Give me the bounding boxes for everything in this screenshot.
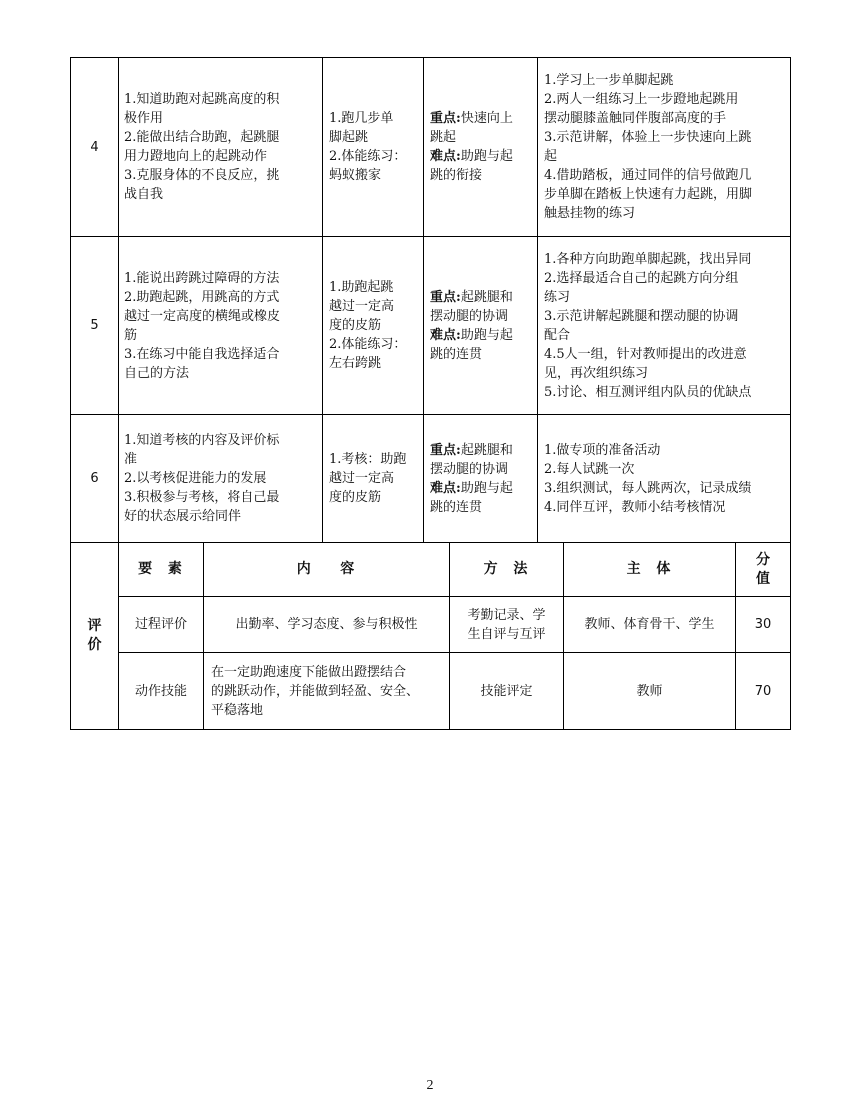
method-line: 4.借助踏板，通过同伴的信号做跑几 — [544, 168, 752, 183]
method-line: 摆动腿膝盖触同伴腹部高度的手 — [544, 111, 727, 126]
difficulty-line — [430, 326, 537, 345]
eval-header-method-text: 方 法 — [483, 561, 530, 577]
eval-method-line: 考勤记录、学 — [467, 607, 546, 623]
eval-score-text: 70 — [754, 683, 772, 699]
lesson-methods — [544, 415, 790, 542]
objective-line: 2.助跑起跳，用跳高的方式 — [124, 289, 280, 305]
method-line: 4.5人一组，针对教师提出的改进意 — [544, 346, 747, 362]
key-point-line — [430, 288, 537, 307]
eval-header-content — [204, 543, 449, 596]
key-point-line: 摆动腿的协调 — [430, 308, 509, 324]
eval-content-line: 在一定助跑速度下能做出蹬摆结合 — [211, 664, 407, 680]
lesson-number-text: 6 — [90, 471, 99, 486]
col-divider — [322, 57, 323, 542]
content-line: 2.体能练习： — [329, 149, 407, 164]
objective-line: 极作用 — [124, 111, 164, 126]
objective-line: 3.克服身体的不良反应，挑 — [124, 168, 280, 183]
objective-line: 战自我 — [124, 187, 164, 202]
lesson-content — [329, 415, 423, 542]
lesson-number-text: 5 — [90, 318, 99, 333]
eval-header-score — [736, 543, 790, 596]
objective-line: 3.积极参与考核，将自己最 — [124, 490, 280, 505]
eval-method-line: 技能评定 — [480, 683, 533, 699]
eval-method-line: 生自评与互评 — [467, 626, 546, 642]
difficulty-text: 助跑与起 — [460, 480, 513, 496]
key-point-label: 重点: — [430, 111, 461, 126]
eval-score-text: 30 — [754, 617, 772, 632]
lesson-number — [71, 58, 118, 236]
objective-line: 越过一定高度的横绳或橡皮 — [124, 308, 281, 324]
content-line: 越过一定高 — [329, 299, 395, 314]
eval-element-text: 动作技能 — [134, 683, 187, 699]
key-point-line: 跳起 — [430, 130, 457, 145]
objective-line: 筋 — [124, 327, 138, 343]
objective-line: 1.知道考核的内容及评价标 — [124, 433, 280, 448]
objective-line: 用力蹬地向上的起跳动作 — [124, 149, 268, 164]
eval-content-line: 的跳跃动作，并能做到轻盈、安全、 — [211, 683, 420, 699]
lesson-methods — [544, 58, 790, 236]
eval-row-method — [450, 653, 563, 729]
key-point-label: 重点: — [430, 289, 461, 305]
method-line: 2.选择最适合自己的起跳方向分组 — [544, 270, 739, 286]
objective-line: 2.能做出结合助跑，起跳腿 — [124, 130, 280, 145]
difficulty-label: 难点: — [430, 480, 461, 496]
key-point-label: 重点: — [430, 442, 461, 458]
evaluation-label — [71, 543, 118, 729]
key-point-text: 快速向上 — [460, 111, 513, 126]
lesson-key-difficulty — [430, 58, 537, 236]
eval-element-text: 过程评价 — [134, 617, 187, 632]
key-point-line — [430, 441, 537, 460]
method-line: 5.讨论、相互测评组内队员的优缺点 — [544, 384, 752, 400]
content-line: 脚起跳 — [329, 130, 369, 145]
eval-header-score-line: 分 — [756, 551, 770, 568]
col-divider — [423, 57, 424, 542]
lesson-objectives — [124, 58, 322, 236]
method-line: 4.同伴互评，教师小结考核情况 — [544, 499, 726, 515]
difficulty-line: 跳的衔接 — [430, 168, 483, 183]
col-divider — [537, 57, 538, 542]
difficulty-line — [430, 147, 537, 166]
key-point-line: 摆动腿的协调 — [430, 461, 509, 477]
difficulty-label: 难点: — [430, 149, 461, 164]
evaluation-label-line: 评 — [87, 618, 102, 634]
lesson-key-difficulty — [430, 415, 537, 542]
eval-subject-text: 教师、体育骨干、学生 — [584, 617, 715, 632]
method-line: 2.每人试跳一次 — [544, 461, 635, 477]
difficulty-label: 难点: — [430, 327, 461, 343]
difficulty-text: 助跑与起 — [460, 149, 513, 164]
difficulty-text: 助跑与起 — [460, 327, 513, 343]
lesson-methods — [544, 237, 790, 414]
objective-line: 1.能说出跨跳过障碍的方法 — [124, 270, 280, 286]
lesson-number-text: 4 — [90, 139, 99, 155]
eval-row-subject — [564, 597, 735, 652]
lesson-number — [71, 415, 118, 542]
method-line: 练习 — [544, 289, 571, 305]
eval-subject-text: 教师 — [636, 683, 663, 699]
eval-row-score — [736, 653, 790, 729]
method-line: 起 — [544, 149, 558, 164]
method-line: 3.示范讲解，体验上一步快速向上跳 — [544, 130, 752, 145]
table-border-bottom — [70, 729, 791, 730]
content-line: 越过一定高 — [329, 471, 395, 486]
eval-row-element — [119, 653, 203, 729]
table-border-right — [790, 57, 791, 730]
content-line: 度的皮筋 — [329, 490, 382, 505]
method-line: 3.示范讲解起跳腿和摆动腿的协调 — [544, 308, 739, 324]
lesson-objectives — [124, 237, 322, 414]
lesson-objectives — [124, 415, 322, 542]
objective-line: 准 — [124, 452, 138, 467]
content-line: 1.助跑起跳 — [329, 280, 394, 295]
method-line: 3.组织测试，每人跳两次，记录成绩 — [544, 480, 752, 496]
eval-row-content — [211, 653, 449, 729]
method-line: 2.两人一组练习上一步蹬地起跳用 — [544, 92, 739, 107]
method-line: 1.学习上一步单脚起跳 — [544, 73, 674, 88]
difficulty-line — [430, 479, 537, 498]
eval-header-element-text: 要 素 — [138, 561, 184, 577]
method-line: 见，再次组织练习 — [544, 365, 649, 381]
page-number: 2 — [426, 1078, 434, 1093]
eval-header-content-text: 内 容 — [296, 561, 357, 577]
lesson-number — [71, 237, 118, 414]
eval-header-element — [119, 543, 203, 596]
eval-header-subject — [564, 543, 735, 596]
content-line: 2.体能练习： — [329, 337, 407, 352]
content-line: 蚂蚁搬家 — [329, 168, 382, 183]
eval-header-score-line: 值 — [756, 570, 770, 587]
lesson-content — [329, 58, 423, 236]
key-point-text: 起跳腿和 — [460, 442, 513, 458]
key-point-line — [430, 109, 537, 128]
content-line: 1.考核：助跑 — [329, 452, 407, 467]
difficulty-line: 跳的连贯 — [430, 499, 483, 515]
key-point-text: 起跳腿和 — [460, 289, 513, 305]
method-line: 触悬挂物的练习 — [544, 206, 636, 221]
lesson-key-difficulty — [430, 237, 537, 414]
eval-row-content — [204, 597, 449, 652]
evaluation-label-line: 价 — [87, 637, 102, 653]
eval-row-subject — [564, 653, 735, 729]
eval-header-subject-text: 主 体 — [626, 561, 673, 577]
content-line: 1.跑几步单 — [329, 111, 394, 126]
method-line: 步单脚在踏板上快速有力起跳，用脚 — [544, 187, 753, 202]
content-line: 左右跨跳 — [329, 356, 382, 371]
eval-row-score — [736, 597, 790, 652]
objective-line: 自己的方法 — [124, 365, 190, 381]
eval-row-element — [119, 597, 203, 652]
objective-line: 1.知道助跑对起跳高度的积 — [124, 92, 280, 107]
method-line: 配合 — [544, 327, 571, 343]
objective-line: 3.在练习中能自我选择适合 — [124, 346, 280, 362]
method-line: 1.做专项的准备活动 — [544, 442, 661, 458]
lesson-content — [329, 237, 423, 414]
eval-content-line: 平稳落地 — [211, 702, 264, 718]
objective-line: 好的状态展示给同伴 — [124, 509, 242, 524]
content-line: 度的皮筋 — [329, 318, 382, 333]
eval-content-line: 出勤率、学习态度、参与积极性 — [235, 617, 418, 632]
eval-row-method — [450, 597, 563, 652]
method-line: 1.各种方向助跑单脚起跳，找出异同 — [544, 251, 752, 267]
difficulty-line: 跳的连贯 — [430, 346, 483, 362]
objective-line: 2.以考核促进能力的发展 — [124, 471, 267, 486]
eval-header-method — [450, 543, 563, 596]
